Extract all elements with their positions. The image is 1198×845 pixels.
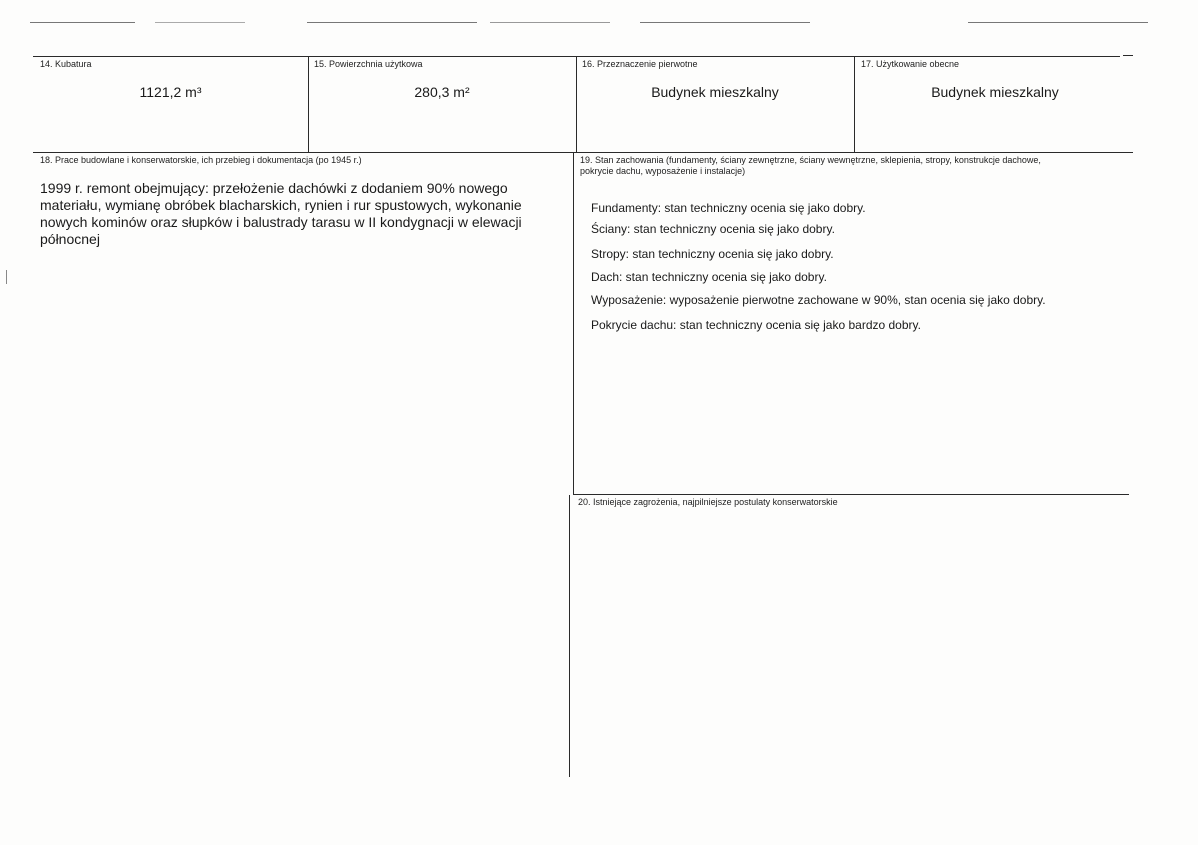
- powierzchnia-value: 280,3 m²: [414, 84, 470, 100]
- column-divider-14-15: [308, 56, 309, 152]
- column-divider-18-20: [569, 495, 570, 777]
- przeznaczenie-label: 16. Przeznaczenie pierwotne: [582, 59, 698, 69]
- section-19-label: 19. Stan zachowania (fundamenty, ściany zewnętrzne, ściany wewnętrzne, sklepienia, stropy, konstrukcje dachowe, pokrycie dachu, wyposażenie i instalacje): [580, 155, 1041, 176]
- scan-artifact-line: [6, 270, 7, 284]
- powierzchnia-label: 15. Powierzchnia użytkowa: [314, 59, 423, 69]
- row-divider: [33, 152, 1133, 153]
- uzytkowanie-value: Budynek mieszkalny: [931, 84, 1059, 100]
- section-18-text: 1999 r. remont obejmujący: przełożenie dachówki z dodaniem 90% nowego materiału, wymianę obróbek blacharskich, rynien i rur spustowych, wykonanie nowych kominów oraz słupków i balustrady tarasu w II kondygnacji w elewacji północnej: [40, 180, 522, 247]
- form-border-top-tail: [1123, 55, 1133, 56]
- condition-item-fundamenty: Fundamenty: stan techniczny ocenia się jako dobry.: [591, 201, 866, 215]
- section-20-top-border: [573, 494, 1129, 495]
- kubatura-value: 1121,2 m³: [139, 84, 202, 100]
- uzytkowanie-label: 17. Użytkowanie obecne: [861, 59, 960, 69]
- kubatura-label: 14. Kubatura: [40, 59, 92, 69]
- condition-item-stropy: Stropy: stan techniczny ocenia się jako dobry.: [591, 247, 834, 261]
- przeznaczenie-value: Budynek mieszkalny: [651, 84, 779, 100]
- scan-artifact-line: [640, 22, 810, 23]
- condition-item-dach: Dach: stan techniczny ocenia się jako dobry.: [591, 270, 827, 284]
- scan-artifact-line: [490, 22, 610, 23]
- column-divider-18-19: [573, 152, 574, 495]
- condition-item-wyposazenie: Wyposażenie: wyposażenie pierwotne zachowane w 90%, stan ocenia się jako dobry.: [591, 293, 1046, 307]
- section-18-label: 18. Prace budowlane i konserwatorskie, ich przebieg i dokumentacja (po 1945 r.): [40, 155, 362, 165]
- section-20-label: 20. Istniejące zagrożenia, najpilniejsze postulaty konserwatorskie: [578, 497, 838, 507]
- scan-artifact-line: [968, 22, 1148, 23]
- scan-artifact-line: [155, 22, 245, 23]
- column-divider-15-16: [576, 56, 577, 152]
- scan-artifact-line: [30, 22, 135, 23]
- condition-item-sciany: Ściany: stan techniczny ocenia się jako dobry.: [591, 222, 835, 236]
- column-divider-16-17: [854, 56, 855, 152]
- condition-item-pokrycie: Pokrycie dachu: stan techniczny ocenia się jako bardzo dobry.: [591, 318, 921, 332]
- scan-artifact-line: [307, 22, 477, 23]
